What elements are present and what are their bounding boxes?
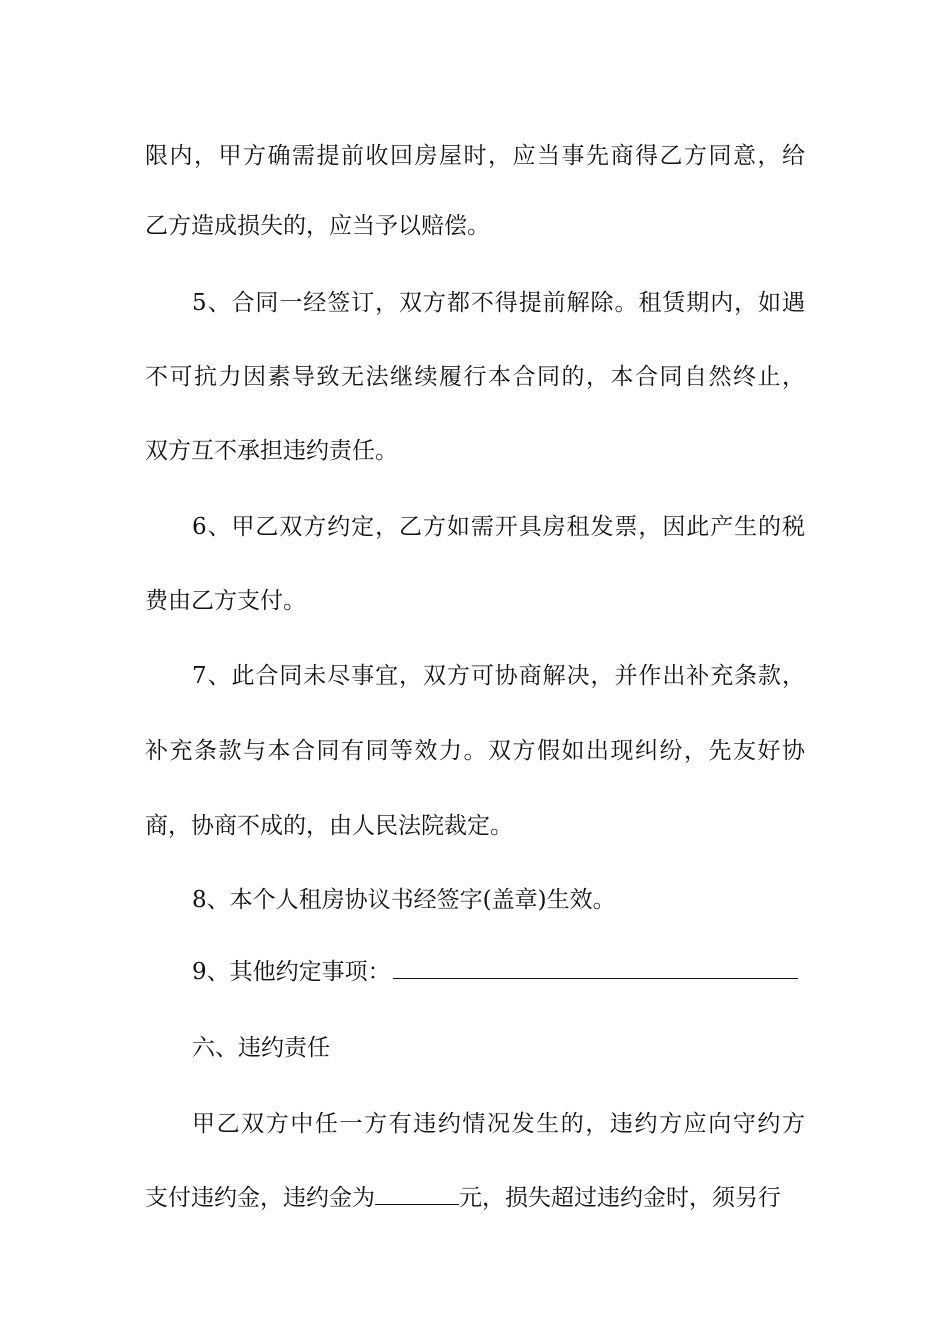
- paragraph-line: 限内，甲方确需提前收回房屋时，应当事先商得乙方同意，给: [145, 143, 805, 169]
- paragraph-line: 费由乙方支付。: [145, 588, 306, 614]
- other-terms-blank-field[interactable]: [393, 956, 798, 979]
- paragraph-line: 补充条款与本合同有同等效力。双方假如出现纠纷，先友好协: [145, 738, 805, 764]
- paragraph-line: 甲乙双方中任一方有违约情况发生的，违约方应向守约方: [192, 1111, 805, 1137]
- penalty-text-before: 支付违约金，违约金为: [145, 1185, 375, 1211]
- clause-9-line: [192, 952, 805, 992]
- clause-7-line: 7、此合同未尽事宜，双方可协商解决，并作出补充条款，: [192, 663, 805, 689]
- clause-9-label: 9、其他约定事项：: [192, 959, 391, 985]
- clause-5-line: 5、合同一经签订，双方都不得提前解除。租赁期内，如遇: [192, 290, 805, 316]
- paragraph-line: 商，协商不成的，由人民法院裁定。: [145, 813, 513, 839]
- paragraph-line: 双方互不承担违约责任。: [145, 438, 398, 464]
- clause-8-line: 8、本个人租房协议书经签字(盖章)生效。: [192, 887, 616, 913]
- paragraph-line: [145, 1178, 805, 1218]
- paragraph-line: 乙方造成损失的，应当予以赔偿。: [145, 213, 490, 239]
- penalty-amount-blank-field[interactable]: [375, 1182, 459, 1205]
- section-heading: 六、违约责任: [192, 1035, 330, 1061]
- clause-6-line: 6、甲乙双方约定，乙方如需开具房租发票，因此产生的税: [192, 514, 805, 540]
- paragraph-line: 不可抗力因素导致无法继续履行本合同的，本合同自然终止，: [145, 364, 805, 390]
- penalty-text-after: 元，损失超过违约金时，须另行: [459, 1185, 781, 1211]
